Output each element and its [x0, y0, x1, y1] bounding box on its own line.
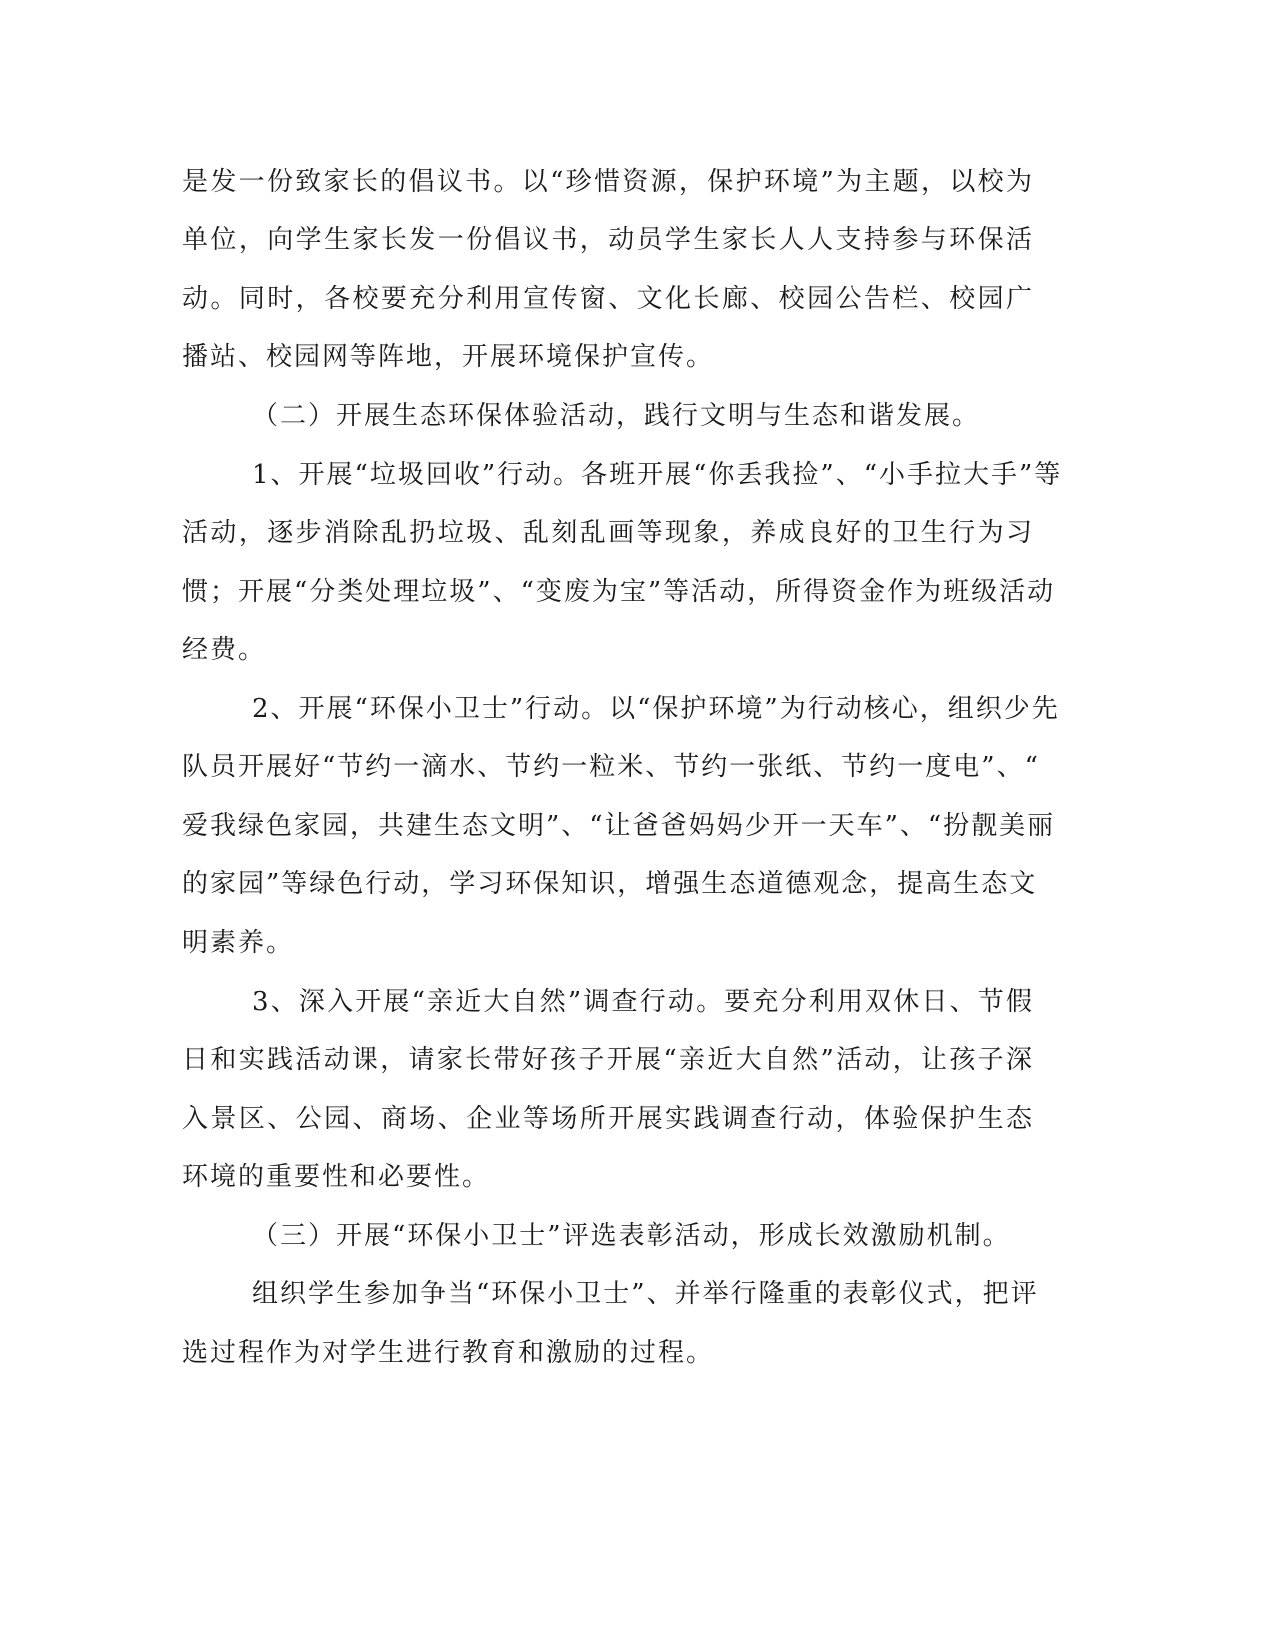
- text-line: 组织学生参加争当“环保小卫士”、并举行隆重的表彰仪式，把评: [252, 1279, 1039, 1309]
- text-line: 选过程作为对学生进行教育和激励的过程。: [182, 1338, 715, 1368]
- text-line: 环境的重要性和必要性。: [182, 1162, 491, 1192]
- text-line: 活动，逐步消除乱扔垃圾、乱刻乱画等现象，养成良好的卫生行为习: [182, 518, 1034, 548]
- text-line: 日和实践活动课，请家长带好孩子开展“亲近大自然”活动，让孩子深: [182, 1045, 1034, 1075]
- text-line: 明素养。: [182, 928, 295, 958]
- text-line: 是发一份致家长的倡议书。以“珍惜资源，保护环境”为主题，以校为: [182, 167, 1034, 197]
- text-line: 经费。: [182, 635, 267, 665]
- section-heading: （三）开展“环保小卫士”评选表彰活动，形成长效激励机制。: [252, 1221, 1011, 1251]
- text-line: 爱我绿色家园，共建生态文明”、“让爸爸妈妈少开一天车”、“扮靓美丽: [182, 811, 1056, 841]
- text-line: 3、深入开展“亲近大自然”调查行动。要充分利用双休日、节假: [252, 987, 1034, 1017]
- text-line: 单位，向学生家长发一份倡议书，动员学生家长人人支持参与环保活: [182, 225, 1034, 255]
- text-line: 队员开展好“节约一滴水、节约一粒米、节约一张纸、节约一度电”、“: [182, 752, 1040, 782]
- text-line: 的家园”等绿色行动，学习环保知识，增强生态道德观念，提高生态文: [182, 869, 1038, 899]
- text-line: 2、开展“环保小卫士”行动。以“保护环境”为行动核心，组织少先: [252, 694, 1060, 724]
- text-line: 入景区、公园、商场、企业等场所开展实践调查行动，体验保护生态: [182, 1104, 1034, 1134]
- text-line: 播站、校园网等阵地，开展环境保护宣传。: [182, 342, 715, 372]
- text-line: 惯；开展“分类处理垃圾”、“变废为宝”等活动，所得资金作为班级活动: [182, 577, 1056, 607]
- text-line: 1、开展“垃圾回收”行动。各班开展“你丢我捡”、“小手拉大手”等: [252, 460, 1063, 490]
- section-heading: （二）开展生态环保体验活动，践行文明与生态和谐发展。: [252, 401, 981, 431]
- text-line: 动。同时，各校要充分利用宣传窗、文化长廊、校园公告栏、校园广: [182, 284, 1034, 314]
